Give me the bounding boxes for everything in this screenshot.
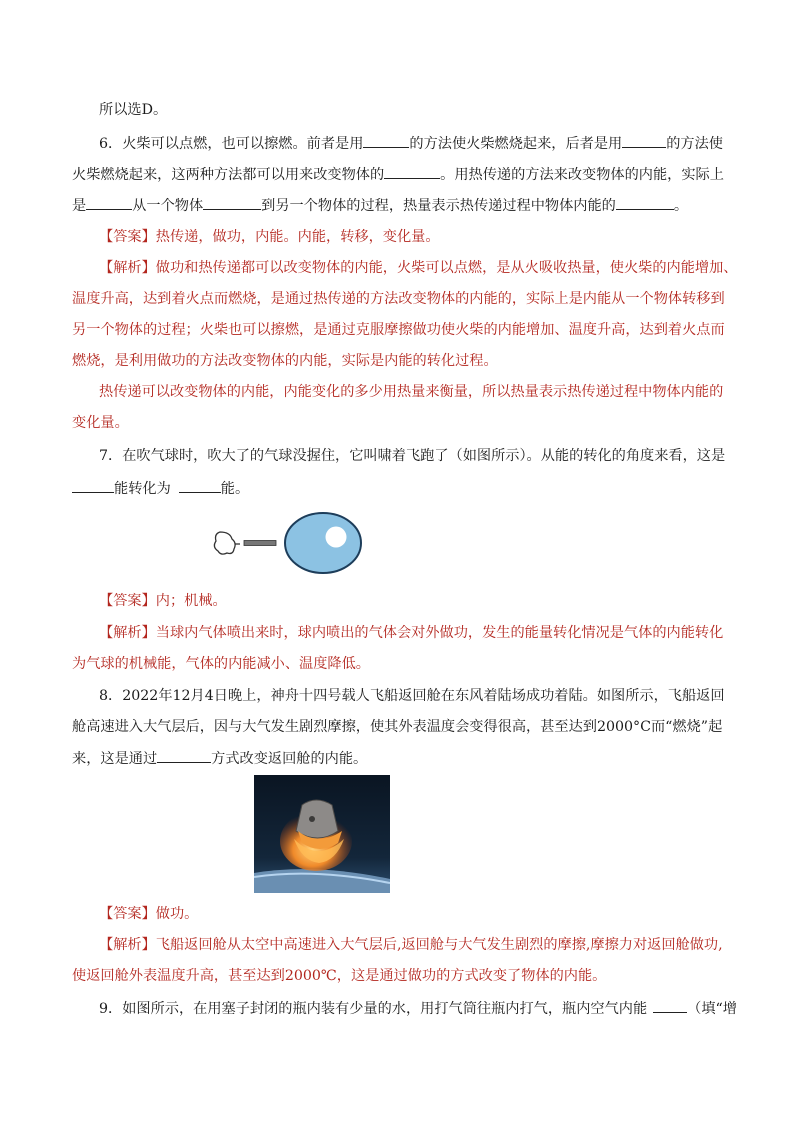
reentry-capsule-photo [254, 775, 390, 893]
blank [203, 195, 261, 210]
analysis-line: 变化量。 [72, 415, 129, 431]
analysis-line: 使返回舱外表温度升高，甚至达到2000℃，这是通过做功的方式改变了物体的内能。 [72, 968, 607, 984]
blank [384, 164, 440, 179]
balloon-body [285, 513, 361, 573]
blank [622, 133, 666, 148]
analysis-line: 温度升高，达到着火点而燃烧，是通过热传递的方法改变物体的内能的，实际上是内能从一个物体转移到 [72, 291, 725, 307]
blank [616, 195, 674, 210]
air-puff-icon [214, 532, 235, 554]
question-7-line-1: 7．在吹气球时，吹大了的气球没握住，它叫啸着飞跑了（如图所示）。从能的转化的角度来看，这是 [99, 448, 726, 464]
text-line: 所以选D。 [99, 102, 168, 118]
blank [86, 195, 132, 210]
analysis-line: 【解析】做功和热传递都可以改变物体的内能，火柴可以点燃，是从火吸收热量，使火柴的内能增加、 [99, 260, 738, 276]
question-6-line-1: 6．火柴可以点燃，也可以擦燃。前者是用 的方法使火柴燃烧起来，后者是用 的方法使 [99, 133, 723, 154]
question-6-line-3: 是 从一个物体 到另一个物体的过程，热量表示热传递过程中物体内能的 。 [72, 195, 688, 216]
balloon-tube [244, 541, 276, 546]
blank [179, 478, 221, 493]
blank [157, 748, 211, 763]
answer-line: 【答案】热传递，做功，内能。内能，转移，变化量。 [99, 229, 440, 245]
question-7-line-2: 能转化为 能。 [72, 478, 249, 499]
question-8-line-3: 来，这是通过 方式改变返回舱的内能。 [72, 748, 367, 769]
blank [363, 133, 409, 148]
analysis-line: 热传递可以改变物体的内能，内能变化的多少用热量来衡量，所以热量表示热传递过程中物体内能的 [99, 384, 724, 400]
analysis-line: 燃烧，是利用做功的方法改变物体的内能，实际是内能的转化过程。 [72, 353, 498, 369]
blank [72, 478, 114, 493]
balloon-highlight [326, 527, 347, 548]
balloon-figure [206, 508, 366, 580]
answer-line: 【答案】内；机械。 [99, 593, 227, 609]
analysis-line: 【解析】当球内气体喷出来时，球内喷出的气体会对外做功，发生的能量转化情况是气体的内能转化 [99, 625, 724, 641]
analysis-line: 另一个物体的过程；火柴也可以擦燃，是通过克服摩擦做功使火柴的内能增加、温度升高，达到着火点而 [72, 322, 725, 338]
answer-line: 【答案】做功。 [99, 906, 199, 922]
analysis-line: 为气球的机械能，气体的内能减小、温度降低。 [72, 656, 370, 672]
question-6-line-2: 火柴燃烧起来，这两种方法都可以用来改变物体的 。用热传递的方法来改变物体的内能，实际上 [72, 164, 724, 185]
question-8-line-1: 8．2022年12月4日晚上，神舟十四号载人飞船返回舱在东风着陆场成功着陆。如图所示，飞船返回 [99, 688, 725, 704]
analysis-line: 【解析】飞船返回舱从太空中高速进入大气层后,返回舱与大气发生剧烈的摩擦,摩擦力对返回舱做功, [99, 937, 723, 953]
question-8-line-2: 舱高速进入大气层后，因与大气发生剧烈摩擦，使其外表温度会变得很高，甚至达到2000°C而“燃烧”起 [72, 719, 723, 735]
question-9-line-1: 9．如图所示，在用塞子封闭的瓶内装有少量的水，用打气筒往瓶内打气，瓶内空气内能 （填“增 [99, 998, 737, 1019]
blank [653, 998, 687, 1013]
